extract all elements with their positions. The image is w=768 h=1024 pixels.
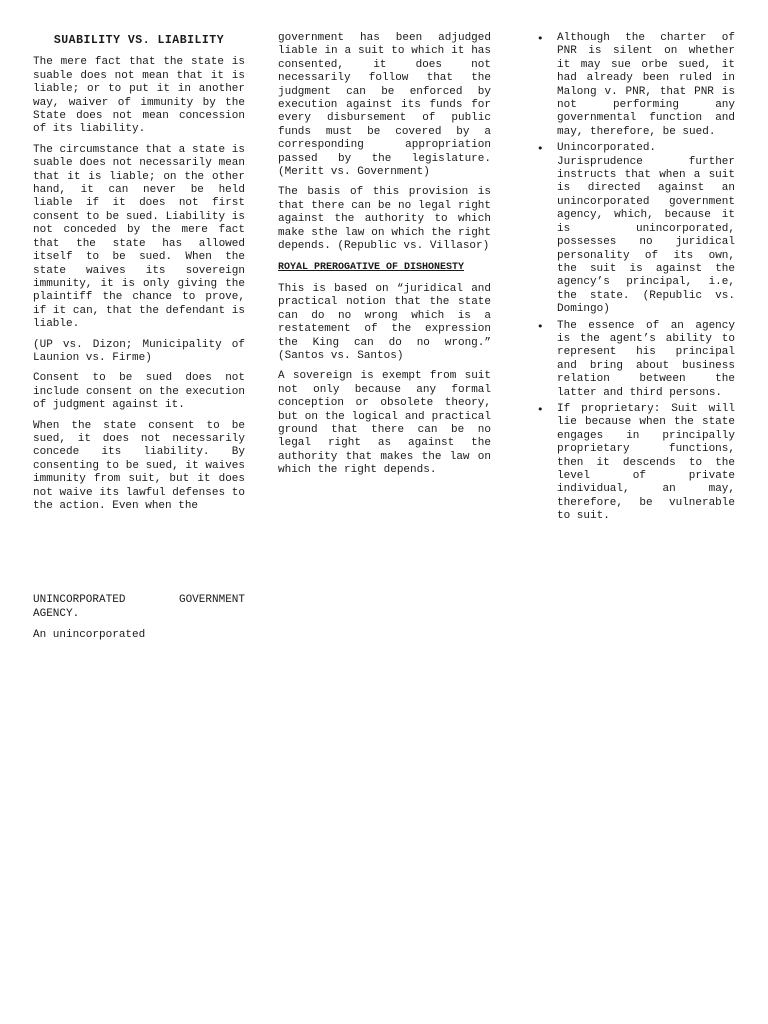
paragraph: This is based on “juridical and practical notion that the state can do no wrong which is a restatement of the expression the King can do no wrong.” (Santos vs. Santos) [278, 282, 491, 362]
paragraph: The mere fact that the state is suable does not mean that it is liable; or to put it in another way, waiver of immunity by the State does not mean concession of its liability. [33, 56, 245, 136]
paragraph: An unincorporated [33, 629, 146, 642]
paragraph: When the state consent to be sued, it does not necessarily concede its liability. By consenting to be sued, it waives immunity from suit, but it does not waive its lawful defenses to the action. Even when the [33, 419, 245, 512]
column-1 [33, 32, 245, 650]
list-item-text: If proprietary: Suit will lie because when the state engages in principally proprietary functions, then it descends to the level of private individual, an may, therefore, be vulnerable to suit. [557, 402, 735, 523]
list-item [537, 32, 735, 139]
bullet-icon: • [537, 32, 544, 45]
citation-paragraph: (UP vs. Dizon; Municipality of Launion vs. Firme) [33, 338, 245, 364]
section-title: SUABILITY VS. LIABILITY [53, 34, 225, 47]
bullet-icon: • [537, 142, 544, 156]
paragraph: The basis of this provision is that there can be no legal right against the authority to which make sthe law on which the right depends. (Republic vs. Villasor) [278, 186, 491, 253]
list-item [537, 403, 735, 524]
bullet-list [537, 32, 735, 524]
bullet-icon: • [537, 402, 544, 416]
list-item-text: Unincorporated. Jurisprudence further instructs that when a suit is directed against an unincorporated government agency, which, because it is unincorporated, possesses no juridical personality of its own, the suit is against the agency’s principal, i.e, the state. (Republic vs. Domingo) [557, 142, 735, 316]
section-heading: ROYAL PREROGATIVE OF DISHONESTY [278, 261, 465, 273]
list-item [537, 320, 735, 400]
column-gap [33, 520, 245, 594]
agency-heading: UNINCORPORATED GOVERNMENT AGENCY. [33, 594, 245, 620]
paragraph: government has been adjudged liable in a suit to which it has consented, it does not necessarily follow that the judgment can be enforced by execution against its funds for every disbursement of public funds must be covered by a corresponding appropriation passed by the legislature. (Meritt vs. Government) [278, 32, 491, 179]
paragraph: Consent to be sued does not include consent on the execution of judgment against it. [33, 372, 245, 412]
list-item-text: The essence of an agency is the agent’s ability to represent his principal and bring about business relation between the latter and third persons. [557, 319, 735, 399]
paragraph: The circumstance that a state is suable does not necessarily mean that it is liable; on the other hand, it can never be held liable if it does not first consent to be sued. Liability is not conceded by the mere fact that the state has allowed itself to be sued. When the state waives its sovereign immunity, it is only giving the plaintiff the chance to prove, if it can, that the defendant is liable. [33, 143, 245, 331]
list-item [537, 142, 735, 316]
column-3 [537, 32, 735, 527]
list-item-text: Although the charter of PNR is silent on whether it may sue orbe sued, it had already been ruled in Malong v. PNR, that PNR is not performing any governmental function and may, therefore, be sued. [557, 32, 735, 138]
bullet-icon: • [537, 319, 544, 333]
column-2 [278, 32, 491, 485]
paragraph: A sovereign is exempt from suit not only because any formal conception or obsolete theory, but on the logical and practical ground that there can be no legal right as against the authority that makes the law on which the right depends. [278, 370, 491, 477]
